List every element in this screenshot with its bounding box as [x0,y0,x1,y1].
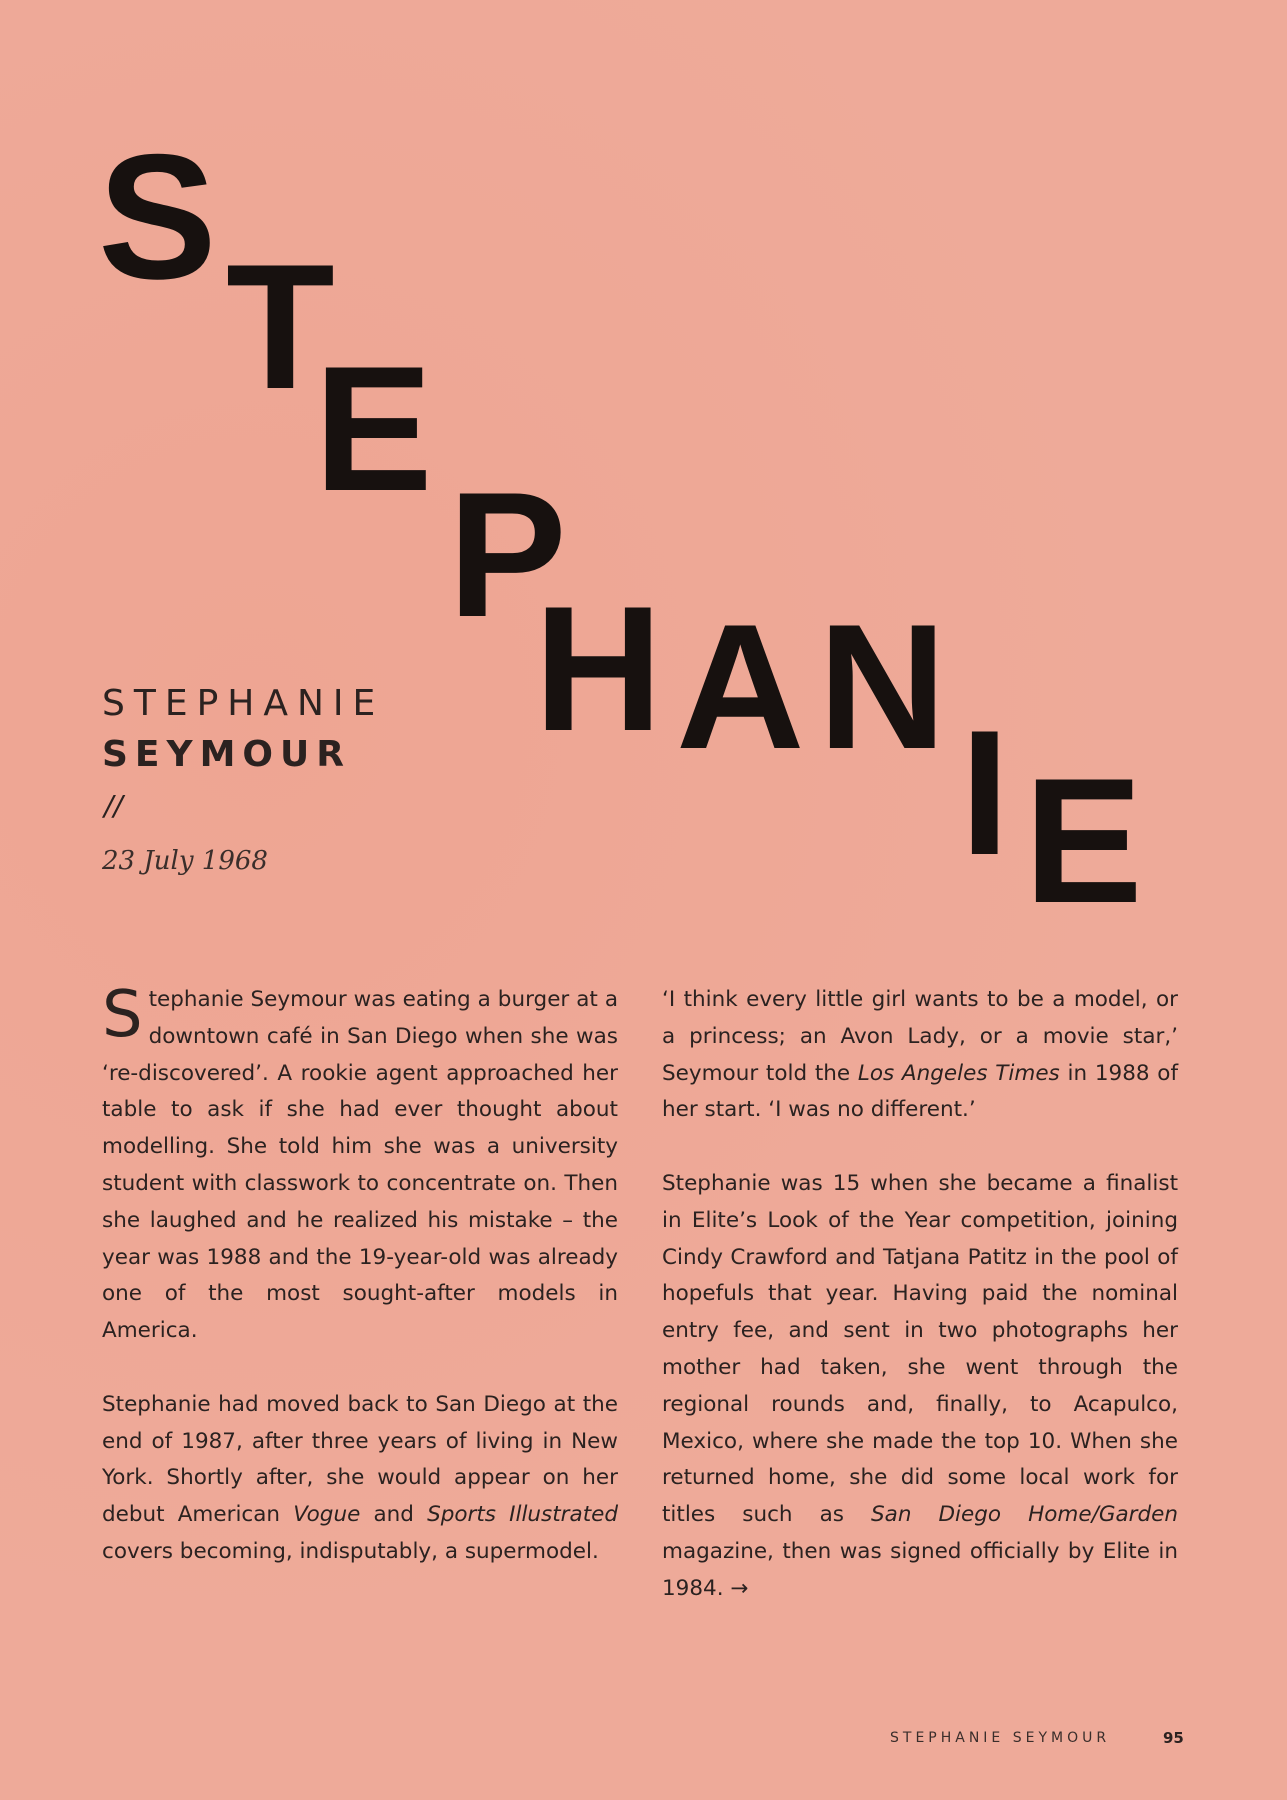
title-letter-t: T [226,227,331,426]
page-number: 95 [1163,1729,1184,1747]
title-letter-a: A [676,587,801,786]
paragraph-text: in 1988 of her start. ‘I was no different.’ [662,1060,1179,1123]
paragraph-text: covers becoming, indisputably, a supermodel. [102,1538,599,1564]
title-letter-e: E [314,329,429,528]
paragraph-text: and [360,1502,428,1528]
title-letter-e2: E [1024,741,1139,940]
paragraph-text: Stephanie was 15 when she became a finalist in Elite’s Look of the Year competition, joining Cindy Crawford and Tatjana Patitz in the pool of hopefuls that year. Having paid the nominal entry fee, and sent in two photographs her mother had taken, she went through the regional rounds and, finally, to Acapulco, Mexico, where she made the top 10. When she returned home, she did some local work for titles such as [662,1170,1178,1528]
model-last-name: SEYMOUR [102,734,351,775]
name-divider: // [104,789,123,822]
article-column-right [662,982,1178,1644]
magazine-title-san-diego: San Diego Home/Garden [871,1502,1178,1528]
article-column-left [102,978,618,1608]
date-of-birth: 23 July 1968 [102,846,268,876]
continue-arrow-icon: → [730,1575,749,1601]
running-head: STEPHANIE SEYMOUR [890,1730,1111,1746]
article-paragraph-3 [662,982,1178,1129]
article-paragraph-2 [102,1387,618,1571]
article-paragraph-4 [662,1166,1178,1608]
paragraph-text: tephanie Seymour was eating a burger at a downtown café in San Diego when she was ‘re-discovered’. A rookie agent approached her table to ask if she had ever thought about modelling. She told him she was a university student with classwork to concentrate on. Then she laughed and he realized his mistake – the year was 1988 and the 19-year-old was already one of the most sought-after models in America. [102,987,618,1344]
title-letter-s: S [98,117,213,316]
article-paragraph-1 [102,978,618,1350]
title-letter-h: H [534,569,659,768]
model-first-name: STEPHANIE [102,683,385,724]
paragraph-text: ‘I think every little girl wants to be a model, or a princess; an Avon Lady, or a movie star,’ Seymour told the [662,987,1178,1086]
title-letter-n: N [818,587,943,786]
magazine-title-sports-illustrated: Sports Illustrated [427,1502,618,1528]
newspaper-title: Los Angeles Times [857,1060,1060,1086]
magazine-title-vogue: Vogue [293,1502,361,1528]
paragraph-text: Stephanie had moved back to San Diego at the end of 1987, after three years of living in New York. Shortly after, she would appear on her debut American [102,1391,618,1528]
title-letter-p: P [448,455,563,654]
paragraph-text: magazine, then was signed officially by Elite in 1984. [662,1538,1178,1601]
title-letter-i: I [960,693,1006,892]
drop-cap: S [102,978,143,1052]
